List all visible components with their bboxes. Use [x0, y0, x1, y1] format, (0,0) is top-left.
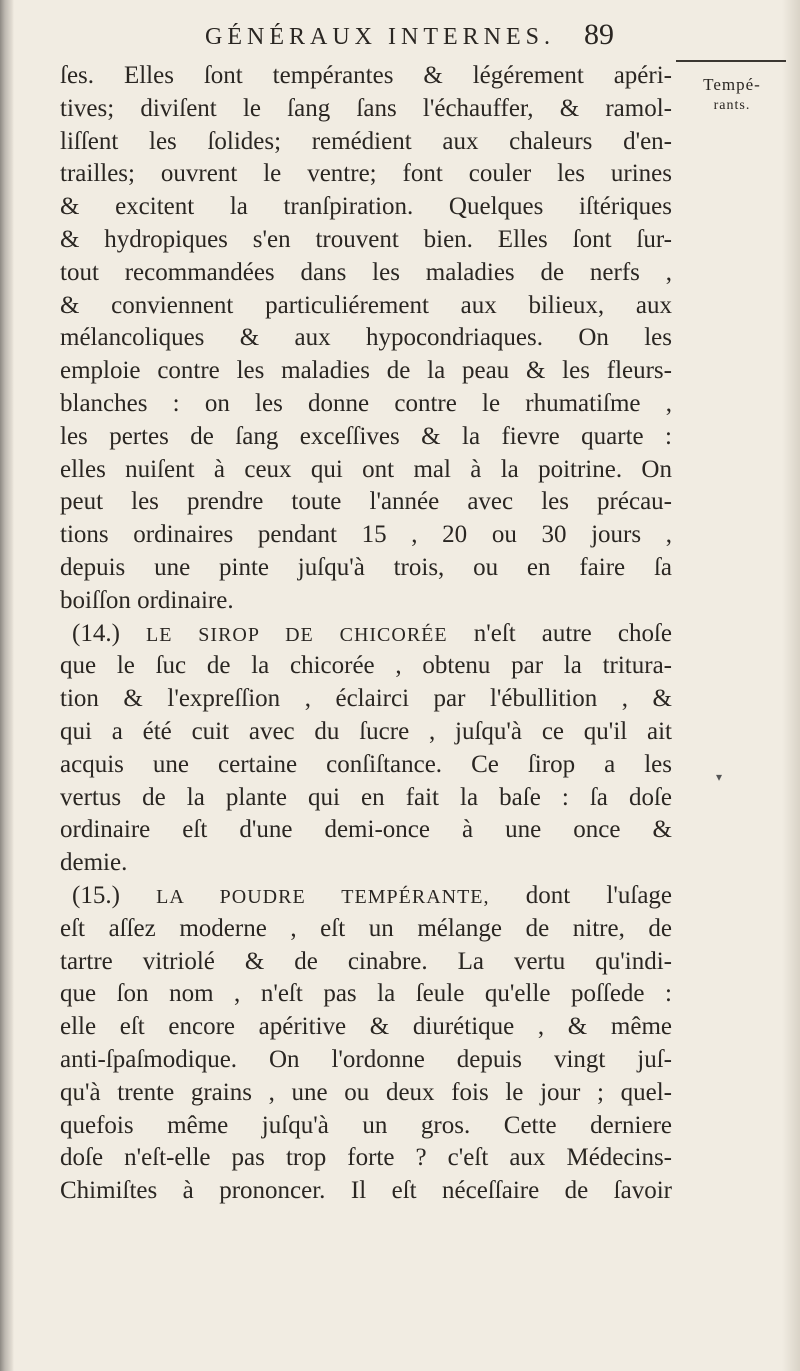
text-line: ſes. Elles ſont tempérantes & légérement apéri- [60, 62, 672, 89]
text-line: tion & l'expreſſion , éclairci par l'ébullition , & [60, 685, 672, 713]
text-line: liſſent les ſolides; remédient aux chaleurs d'en- [60, 127, 672, 155]
paragraph-15-first-line-rest: dont l'uſage [525, 881, 673, 909]
text-line: tives; diviſent le ſang ſans l'échauffer, & ramol- [60, 94, 672, 122]
text-line: tout recommandées dans les maladies de nerfs , [60, 258, 672, 286]
paragraph-14-heading: LE SIROP DE CHICORÉE [146, 623, 448, 646]
page-number: 89 [583, 18, 614, 51]
margin-note-line-1: Tempé- [703, 75, 761, 94]
text-line: qu'à trente grains , une ou deux fois le jour ; quel- [60, 1078, 672, 1106]
margin-note [682, 74, 782, 116]
page-binding-shadow [0, 0, 14, 1371]
paragraph-15-number: (15.) [72, 881, 120, 909]
text-line: depuis une pinte juſqu'à trois, ou en faire ſa [60, 553, 672, 581]
paragraph-14-first-line [60, 618, 672, 651]
margin-mark: ▾ [716, 770, 723, 784]
main-text [60, 60, 672, 1208]
text-line: anti-ſpaſmodique. On l'ordonne depuis vingt juſ- [60, 1045, 672, 1073]
text-line: acquis une certaine conſiſtance. Ce ſirop a les [60, 750, 672, 778]
text-line: mélancoliques & aux hypocondriaques. On les [60, 324, 672, 352]
text-line: doſe n'eſt-elle pas trop forte ? c'eſt aux Médecins- [60, 1144, 672, 1172]
paragraph-15-heading: LA POUDRE TEMPÉRANTE, [156, 885, 490, 908]
text-line: les pertes de ſang exceſſives & la fievre quarte : [60, 422, 672, 450]
text-line: elles nuiſent à ceux qui ont mal à la poitrine. On [60, 455, 672, 483]
margin-note-line-2: rants. [713, 98, 751, 113]
running-header [205, 18, 675, 52]
text-line: emploie contre les maladies de la peau & les fleurs- [60, 357, 672, 385]
paragraph-15-first-line [60, 880, 672, 913]
text-line: peut les prendre toute l'année avec les précau- [60, 488, 672, 516]
text-line: tions ordinaires pendant 15 , 20 ou 30 jours , [60, 521, 672, 549]
text-line: & excitent la tranſpiration. Quelques iſtériques [60, 193, 672, 221]
text-line: eſt aſſez moderne , eſt un mélange de nitre, de [60, 914, 672, 942]
text-line: quefois même juſqu'à un gros. Cette derniere [60, 1111, 672, 1139]
text-line: tartre vitriolé & de cinabre. La vertu qu'indi- [60, 947, 672, 975]
text-line: boiſſon ordinaire. [60, 586, 234, 614]
text-line: elle eſt encore apéritive & diurétique , & même [60, 1013, 672, 1041]
page-edge-shadow [782, 0, 800, 1371]
text-line: demie. [60, 849, 128, 877]
running-title: GÉNÉRAUX INTERNES. [205, 24, 555, 50]
text-line: & hydropiques s'en trouvent bien. Elles ſont ſur- [60, 225, 672, 253]
text-line: trailles; ouvrent le ventre; font couler les urines [60, 160, 672, 188]
text-line: vertus de la plante qui en fait la baſe : ſa doſe [60, 783, 672, 811]
text-line: que ſon nom , n'eſt pas la ſeule qu'elle poſſede : [60, 980, 672, 1008]
text-line: & conviennent particuliérement aux bilieux, aux [60, 291, 672, 319]
text-line: que le ſuc de la chicorée , obtenu par la tritura- [60, 652, 672, 680]
text-line: Chimiſtes à prononcer. Il eſt néceſſaire de ſavoir [60, 1177, 672, 1205]
margin-rule [676, 60, 786, 62]
text-line: qui a été cuit avec du ſucre , juſqu'à ce qu'il ait [60, 717, 672, 745]
text-line: blanches : on les donne contre le rhumatiſme , [60, 389, 672, 417]
text-line: ordinaire eſt d'une demi-once à une once & [60, 816, 672, 844]
paragraph-14-first-line-rest: n'eſt autre choſe [473, 619, 673, 647]
paragraph-14-number: (14.) [72, 619, 120, 647]
